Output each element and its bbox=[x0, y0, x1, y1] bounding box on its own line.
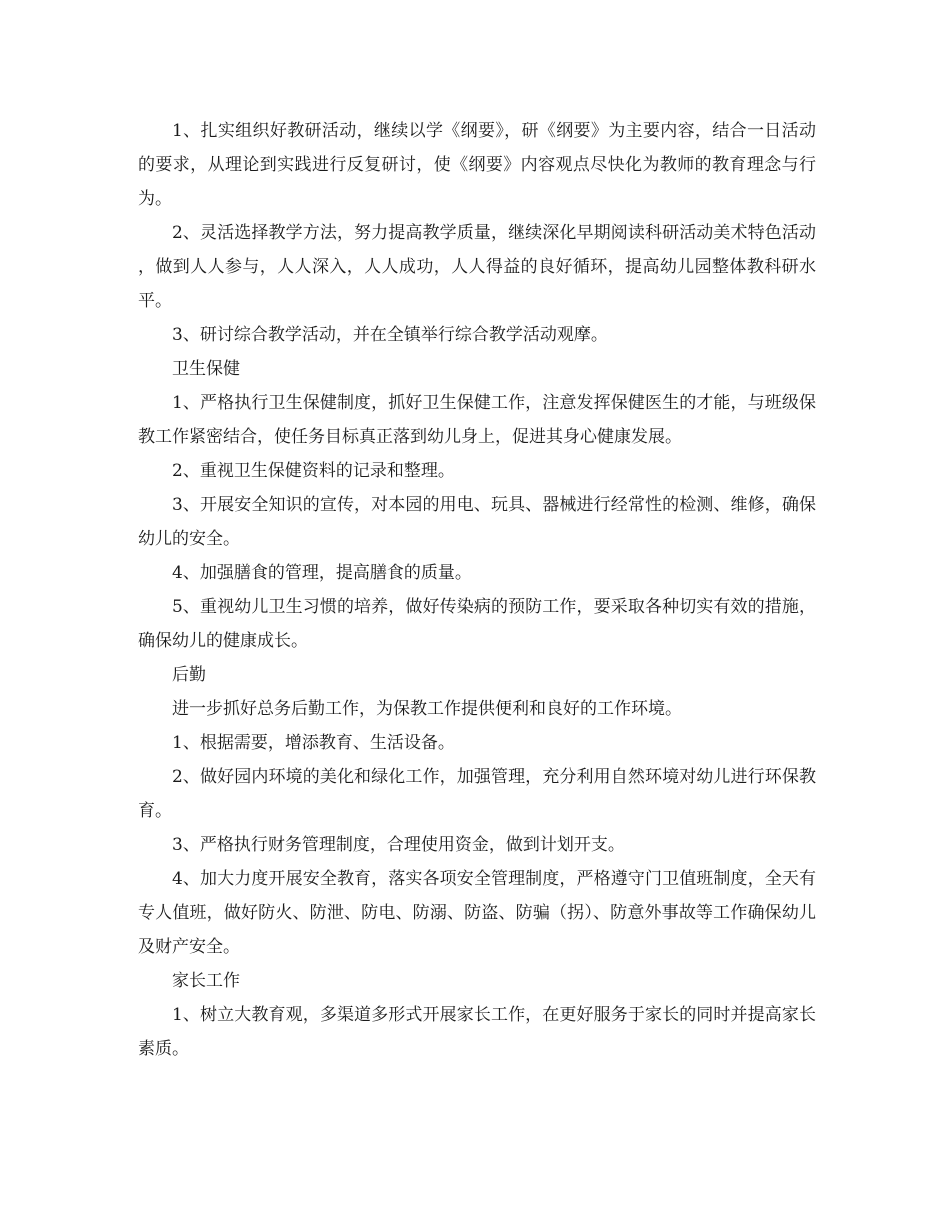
paragraph-logistics-intro: 进一步抓好总务后勤工作，为保教工作提供便利和良好的工作环境。 bbox=[172, 699, 682, 719]
paragraph-finance: 3、严格执行财务管理制度，合理使用资金，做到计划开支。 bbox=[172, 835, 625, 855]
paragraph-environment: 2、做好园内环境的美化和绿化工作，加强管理，充分利用自然环境对幼儿进行环保教育。 bbox=[138, 767, 816, 821]
section-heading-logistics: 后勤 bbox=[172, 665, 206, 685]
paragraph-meal-management: 4、加强膳食的管理，提高膳食的质量。 bbox=[172, 563, 472, 583]
paragraph-safety-education: 4、加大力度开展安全教育，落实各项安全管理制度，严格遵守门卫值班制度，全天有专人值班，做好防火、防泄、防电、防溺、防盗、防骗（拐）、防意外事故等工作确保幼儿及财产安全。 bbox=[138, 869, 816, 957]
section-heading-parent-work: 家长工作 bbox=[172, 971, 240, 991]
paragraph-hygiene-habits: 5、重视幼儿卫生习惯的培养，做好传染病的预防工作，要采取各种切实有效的措施，确保幼儿的健康成长。 bbox=[138, 597, 816, 651]
paragraph-parent-work: 1、树立大教育观，多渠道多形式开展家长工作，在更好服务于家长的同时并提高家长素质。 bbox=[138, 1005, 816, 1059]
section-heading-health-care: 卫生保健 bbox=[172, 359, 240, 379]
paragraph-health-system: 1、严格执行卫生保健制度，抓好卫生保健工作，注意发挥保健医生的才能，与班级保教工作紧密结合，使任务目标真正落到幼儿身上，促进其身心健康发展。 bbox=[138, 393, 816, 447]
paragraph-safety-knowledge: 3、开展安全知识的宣传，对本园的用电、玩具、器械进行经常性的检测、维修，确保幼儿的安全。 bbox=[138, 495, 816, 549]
paragraph-teaching-methods: 2、灵活选择教学方法，努力提高教学质量，继续深化早期阅读科研活动美术特色活动，做到人人参与，人人深入，人人成功，人人得益的良好循环，提高幼儿园整体教科研水平。 bbox=[138, 223, 816, 311]
paragraph-integrated-teaching: 3、研讨综合教学活动，并在全镇举行综合教学活动观摩。 bbox=[172, 325, 608, 345]
paragraph-teaching-research: 1、扎实组织好教研活动，继续以学《纲要》，研《纲要》为主要内容，结合一日活动的要求，从理论到实践进行反复研讨，使《纲要》内容观点尽快化为教师的教育理念与行为。 bbox=[138, 121, 816, 209]
paragraph-health-records: 2、重视卫生保健资料的记录和整理。 bbox=[172, 461, 455, 481]
paragraph-equipment: 1、根据需要，增添教育、生活设备。 bbox=[172, 733, 455, 753]
document-body bbox=[138, 114, 816, 1066]
